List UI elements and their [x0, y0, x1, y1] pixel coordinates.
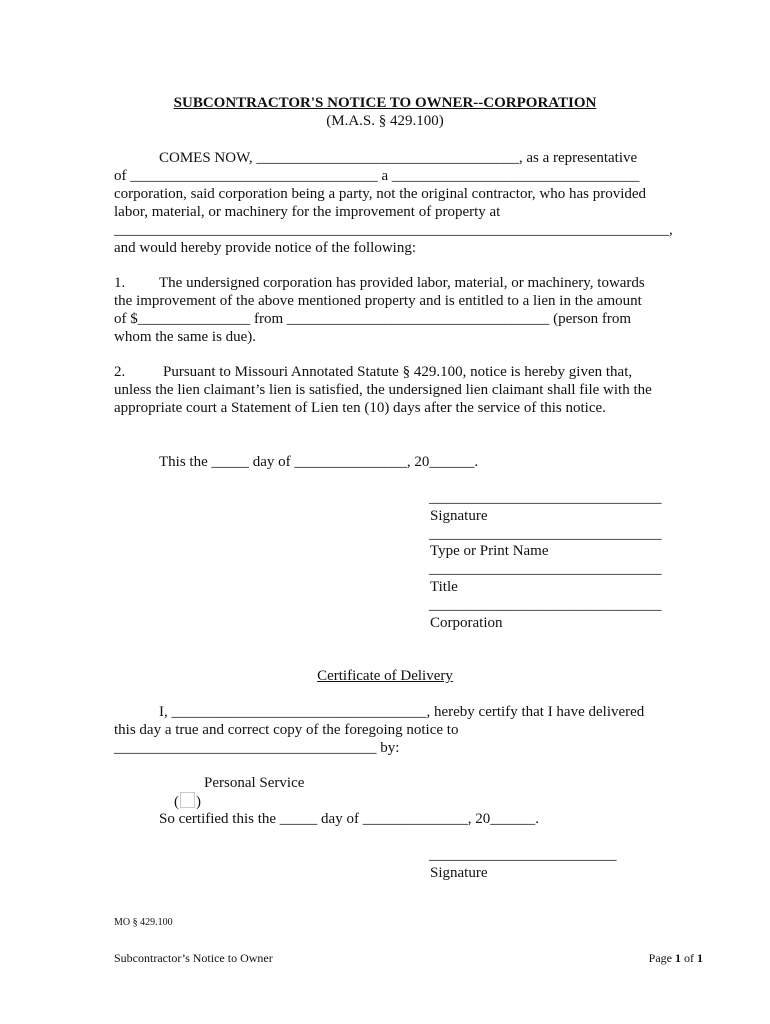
certificate-line-3: ___________________________________ by: — [114, 740, 400, 756]
print-name-line: _______________________________ — [429, 526, 662, 542]
signature-line: _______________________________ — [429, 490, 662, 506]
personal-service-checkbox[interactable] — [180, 792, 195, 808]
corporation-label: Corporation — [430, 615, 503, 631]
item-1-line-3: of $_______________ from ___________________________________ (person from — [114, 311, 632, 327]
checkbox-open-paren: ( — [174, 794, 179, 810]
corporation-line: _______________________________ — [429, 597, 662, 613]
intro-line-4: labor, material, or machinery for the improvement of property at — [114, 204, 501, 220]
certificate-date-line: So certified this the _____ day of ______________, 20______. — [159, 811, 539, 827]
certificate-signature-line: _________________________ — [429, 847, 617, 863]
page-prefix: Page — [648, 951, 675, 965]
checkbox-close-paren: ) — [196, 794, 201, 810]
page-of: of — [681, 951, 697, 965]
item-2-line-1: Pursuant to Missouri Annotated Statute § 429.100, notice is hereby given that, — [163, 364, 633, 380]
personal-service-label: Personal Service — [204, 775, 305, 791]
certificate-line-2: this day a true and correct copy of the foregoing notice to — [114, 722, 459, 738]
intro-line-2: of _________________________________ a _________________________________ — [114, 168, 640, 184]
item-2-number: 2. — [114, 364, 126, 380]
page-title: SUBCONTRACTOR'S NOTICE TO OWNER--CORPORATION — [173, 95, 597, 111]
item-2-line-3: appropriate court a Statement of Lien ten (10) days after the service of this notice. — [114, 400, 606, 416]
footer-doc-name: Subcontractor’s Notice to Owner — [114, 951, 273, 965]
page-subtitle: (M.A.S. § 429.100) — [326, 113, 444, 129]
intro-line-5: __________________________________________________________________________, — [114, 222, 673, 238]
item-1-line-4: whom the same is due). — [114, 329, 257, 345]
title-line: _______________________________ — [429, 561, 662, 577]
certificate-line-1: I, __________________________________, hereby certify that I have delivered — [159, 704, 645, 720]
item-1-line-1: The undersigned corporation has provided labor, material, or machinery, towards — [159, 275, 645, 291]
page-current: 1 — [675, 951, 681, 965]
page-number — [560, 949, 703, 967]
item-2-line-2: unless the lien claimant’s lien is satisfied, the undersigned lien claimant shall file with the — [114, 382, 652, 398]
title-label: Title — [430, 579, 458, 595]
intro-line-6: and would hereby provide notice of the following: — [114, 240, 417, 256]
signature-label: Signature — [430, 508, 488, 524]
date-line: This the _____ day of _______________, 20______. — [159, 454, 479, 470]
page-total: 1 — [697, 951, 703, 965]
certificate-heading: Certificate of Delivery — [317, 668, 453, 684]
intro-line-1: COMES NOW, ___________________________________, as a representative — [159, 150, 638, 166]
statute-code: MO § 429.100 — [114, 917, 173, 928]
print-name-label: Type or Print Name — [430, 543, 549, 559]
item-1-line-2: the improvement of the above mentioned property and is entitled to a lien in the amount — [114, 293, 642, 309]
intro-line-3: corporation, said corporation being a party, not the original contractor, who has provided — [114, 186, 647, 202]
certificate-signature-label: Signature — [430, 865, 488, 881]
item-1-number: 1. — [114, 275, 126, 291]
